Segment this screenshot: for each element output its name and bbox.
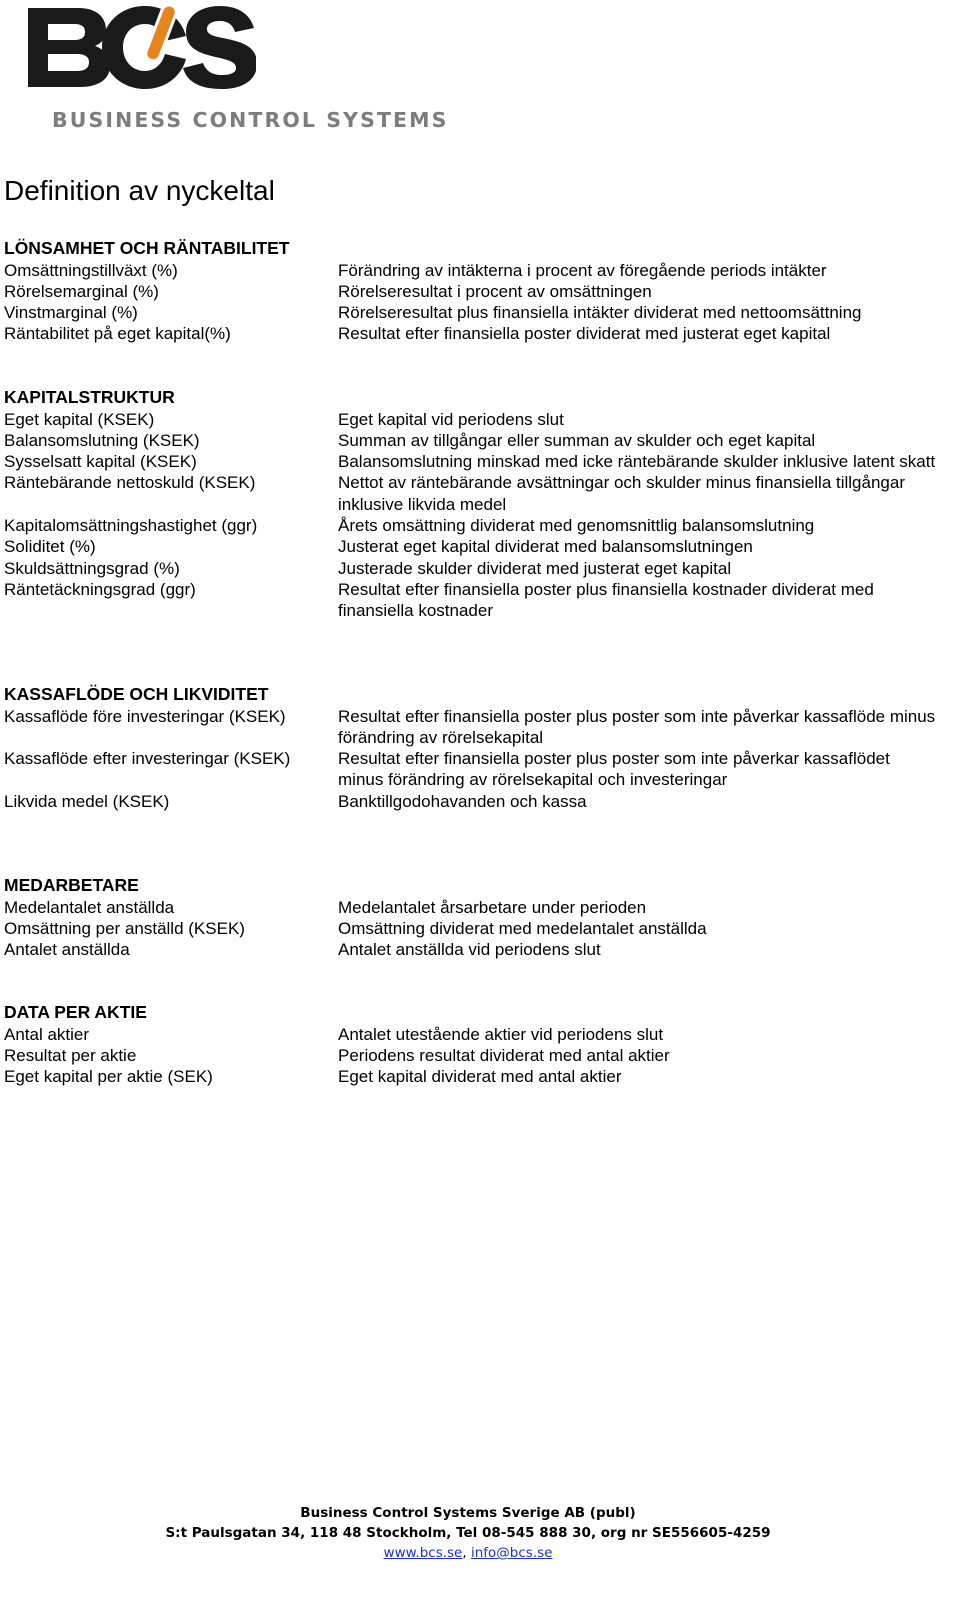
definition-row: [4, 515, 944, 536]
term-definition: Årets omsättning dividerat med genomsnittlig balansomslutning: [338, 515, 815, 535]
section-heading: MEDARBETARE: [4, 875, 139, 895]
term-label: Likvida medel (KSEK): [4, 791, 170, 811]
term-label: Omsättningstillväxt (%): [4, 260, 178, 280]
term-definition: Förändring av intäkterna i procent av föregående periods intäkter: [338, 260, 827, 280]
section-kapitalstruktur: [4, 387, 944, 621]
company-tagline: BUSINESS CONTROL SYSTEMS: [52, 108, 449, 132]
section-heading: DATA PER AKTIE: [4, 1002, 147, 1022]
term-definition: Resultat efter finansiella poster dividerat med justerat eget kapital: [338, 324, 831, 344]
footer-separator: ,: [462, 1545, 471, 1561]
term-label: Eget kapital per aktie (SEK): [4, 1067, 213, 1087]
term-label: Balansomslutning (KSEK): [4, 430, 200, 450]
definition-row: [4, 409, 944, 430]
term-definition: Summan av tillgångar eller summan av skulder och eget kapital: [338, 430, 816, 450]
email-link[interactable]: info@bcs.se: [470, 1545, 553, 1561]
term-definition: Medelantalet årsarbetare under perioden: [338, 897, 647, 917]
term-label: Eget kapital (KSEK): [4, 409, 155, 429]
term-definition: Justerat eget kapital dividerat med balansomslutningen: [338, 537, 753, 557]
section-lonsamhet: [4, 238, 944, 345]
footer-company: Business Control Systems Sverige AB (publ): [300, 1505, 636, 1521]
section-kassaflode: [4, 684, 944, 812]
term-definition: Rörelseresultat i procent av omsättningen: [338, 281, 652, 301]
term-definition: Periodens resultat dividerat med antal aktier: [338, 1045, 670, 1065]
term-definition: Justerade skulder dividerat med justerat eget kapital: [338, 558, 732, 578]
term-label: Kassaflöde efter investeringar (KSEK): [4, 749, 291, 769]
company-logo: [26, 0, 449, 135]
term-label: Medelantalet anställda: [4, 897, 175, 917]
section-heading: KASSAFLÖDE OCH LIKVIDITET: [4, 684, 269, 704]
definition-row: [4, 579, 944, 622]
term-label: Antal aktier: [4, 1024, 90, 1044]
term-definition: Balansomslutning minskad med icke räntebärande skulder inklusive latent skatt: [338, 452, 936, 472]
term-label: Sysselsatt kapital (KSEK): [4, 452, 197, 472]
section-medarbetare: [4, 875, 944, 960]
section-heading: KAPITALSTRUKTUR: [4, 387, 175, 407]
term-definition: Resultat efter finansiella poster plus poster som inte påverkar kassaflöde minus förändring av rörelsekapital: [338, 706, 936, 747]
definition-row: [4, 558, 944, 579]
term-label: Vinstmarginal (%): [4, 303, 138, 323]
term-definition: Nettot av räntebärande avsättningar och skulder minus finansiella tillgångar inklusive likvida medel: [338, 473, 905, 514]
definition-row: [4, 1066, 944, 1087]
definition-row: [4, 260, 944, 281]
term-label: Kapitalomsättningshastighet (ggr): [4, 515, 258, 535]
definition-row: [4, 897, 944, 918]
section-heading: LÖNSAMHET OCH RÄNTABILITET: [4, 238, 290, 258]
term-label: Rörelsemarginal (%): [4, 281, 159, 301]
page-title: Definition av nyckeltal: [4, 175, 275, 206]
definition-row: [4, 791, 944, 812]
term-definition: Resultat efter finansiella poster plus finansiella kostnader dividerat med finansiella kostnader: [338, 579, 874, 621]
term-definition: Rörelseresultat plus finansiella intäkter dividerat med nettoomsättning: [338, 303, 862, 323]
definition-row: [4, 1024, 944, 1045]
term-label: Räntabilitet på eget kapital(%): [4, 324, 231, 344]
term-label: Antalet anställda: [4, 940, 130, 960]
page-footer: [0, 1503, 936, 1563]
definition-row: [4, 451, 944, 472]
term-label: Omsättning per anställd (KSEK): [4, 918, 245, 938]
definition-row: [4, 281, 944, 302]
section-data-per-aktie: [4, 1002, 944, 1087]
term-label: Räntebärande nettoskuld (KSEK): [4, 473, 256, 493]
definition-row: [4, 323, 944, 344]
term-label: Resultat per aktie: [4, 1045, 137, 1065]
term-definition: Eget kapital vid periodens slut: [338, 409, 564, 429]
term-label: Räntetäckningsgrad (ggr): [4, 579, 196, 599]
term-label: Soliditet (%): [4, 537, 96, 557]
footer-links: [0, 1543, 936, 1563]
definition-row: [4, 302, 944, 323]
term-label: Skuldsättningsgrad (%): [4, 558, 180, 578]
term-label: Kassaflöde före investeringar (KSEK): [4, 706, 286, 726]
bcs-logo-mark: [26, 0, 256, 90]
definition-row: [4, 918, 944, 939]
website-link[interactable]: www.bcs.se: [383, 1545, 463, 1561]
footer-address: S:t Paulsgatan 34, 118 48 Stockholm, Tel 08-545 888 30, org nr SE556605-4259: [165, 1525, 771, 1541]
term-definition: Antalet utestående aktier vid periodens slut: [338, 1024, 664, 1044]
definition-row: [4, 706, 944, 749]
definition-row: [4, 1045, 944, 1066]
definition-row: [4, 748, 944, 791]
definition-row: [4, 939, 944, 960]
term-definition: Omsättning dividerat med medelantalet anställda: [338, 918, 707, 938]
definition-row: [4, 536, 944, 557]
definition-row: [4, 430, 944, 451]
term-definition: Antalet anställda vid periodens slut: [338, 940, 601, 960]
term-definition: Banktillgodohavanden och kassa: [338, 791, 587, 811]
definition-row: [4, 472, 944, 515]
term-definition: Eget kapital dividerat med antal aktier: [338, 1067, 622, 1087]
term-definition: Resultat efter finansiella poster plus poster som inte påverkar kassaflödet minus förändring av rörelsekapital och investeringar: [338, 749, 890, 790]
